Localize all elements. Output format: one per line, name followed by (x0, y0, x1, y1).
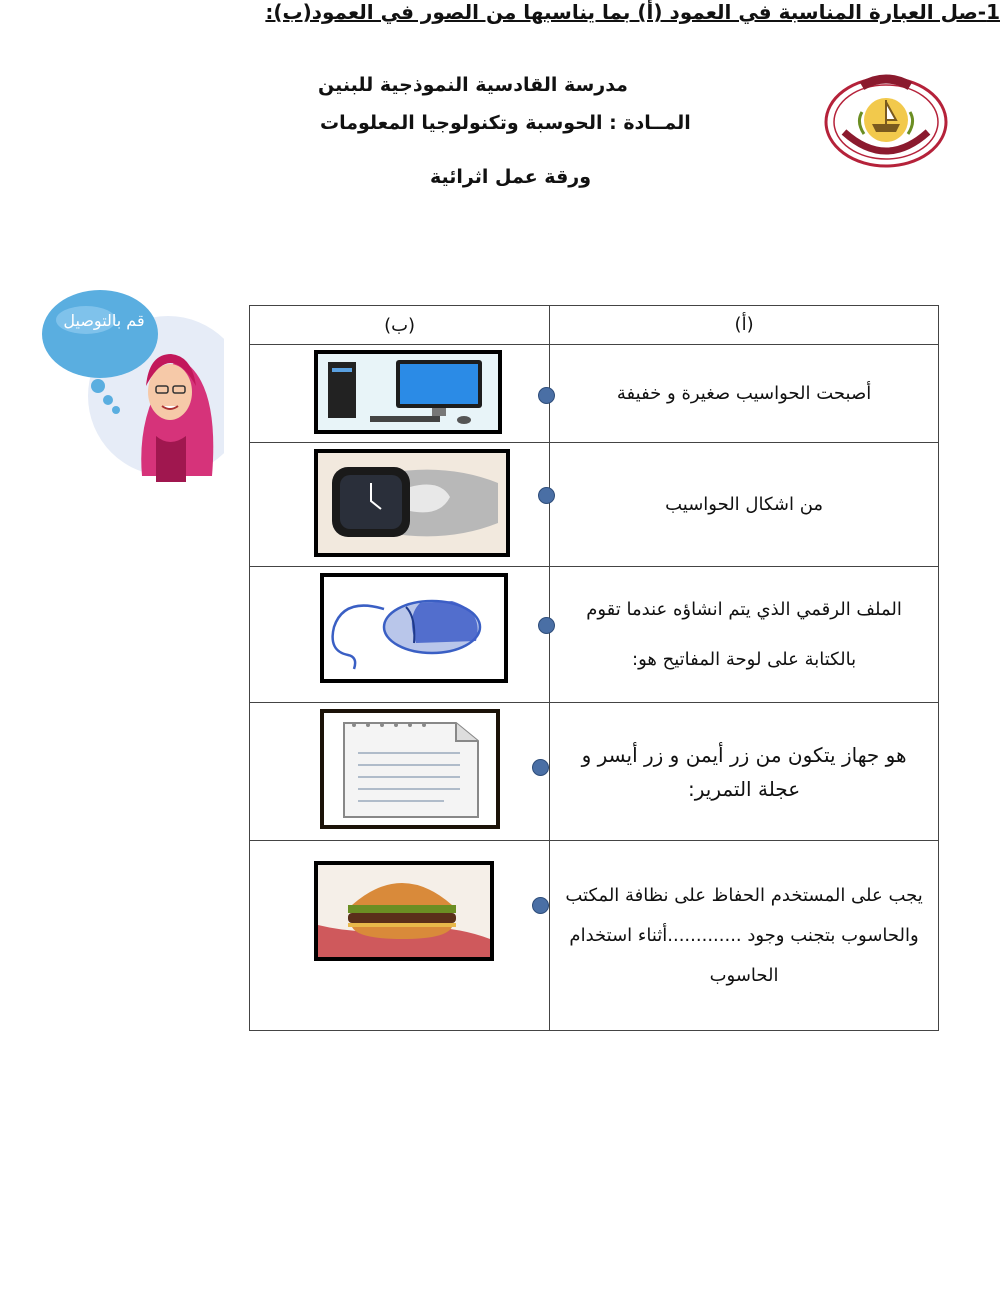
image-cell (250, 443, 550, 567)
subject-line: المــادة : الحوسبة وتكنولوجيا المعلومات (320, 112, 691, 134)
table-row (250, 703, 939, 841)
match-dot[interactable] (532, 759, 549, 776)
teacher-bubble-text: قم بالتوصيل (63, 311, 145, 330)
match-dot[interactable] (538, 387, 555, 404)
column-b-header: (ب) (250, 306, 550, 345)
match-dot[interactable] (538, 487, 555, 504)
statement-cell: يجب على المستخدم الحفاظ على نظافة المكتب والحاسوب بتجنب وجود .............أثناء استخدام الحاسوب (550, 841, 939, 1031)
hamburger-image[interactable] (314, 861, 494, 961)
ministry-logo-icon (822, 72, 950, 168)
match-dot[interactable] (532, 897, 549, 914)
image-cell (250, 345, 550, 443)
smartwatch-image[interactable] (314, 449, 510, 557)
statement-cell: الملف الرقمي الذي يتم انشاؤه عندما تقوم بالكتابة على لوحة المفاتيح هو: (550, 567, 939, 703)
document-file-image[interactable] (320, 709, 500, 829)
statement-cell: هو جهاز يتكون من زر أيمن و زر أيسر و عجلة التمرير: (550, 703, 939, 841)
table-row (250, 567, 939, 703)
table-row (250, 443, 939, 567)
column-a-header: (أ) (550, 306, 939, 345)
statement-cell: أصبحت الحواسيب صغيرة و خفيفة (550, 345, 939, 443)
question-heading: 1-صل العبارة المناسبة في العمود (أ) بما يناسبها من الصور في العمود(ب): (265, 0, 1000, 24)
image-cell (250, 841, 550, 1031)
sheet-title: ورقة عمل اثرائية (430, 166, 592, 188)
desktop-computer-image[interactable] (314, 350, 502, 434)
match-dot[interactable] (538, 617, 555, 634)
school-name: مدرسة القادسية النموذجية للبنين (318, 74, 628, 96)
table-row (250, 841, 939, 1031)
computer-mouse-image[interactable] (320, 573, 508, 683)
matching-table (249, 305, 939, 1031)
image-cell (250, 703, 550, 841)
image-cell (250, 567, 550, 703)
statement-cell: من اشكال الحواسيب (550, 443, 939, 567)
table-row (250, 345, 939, 443)
